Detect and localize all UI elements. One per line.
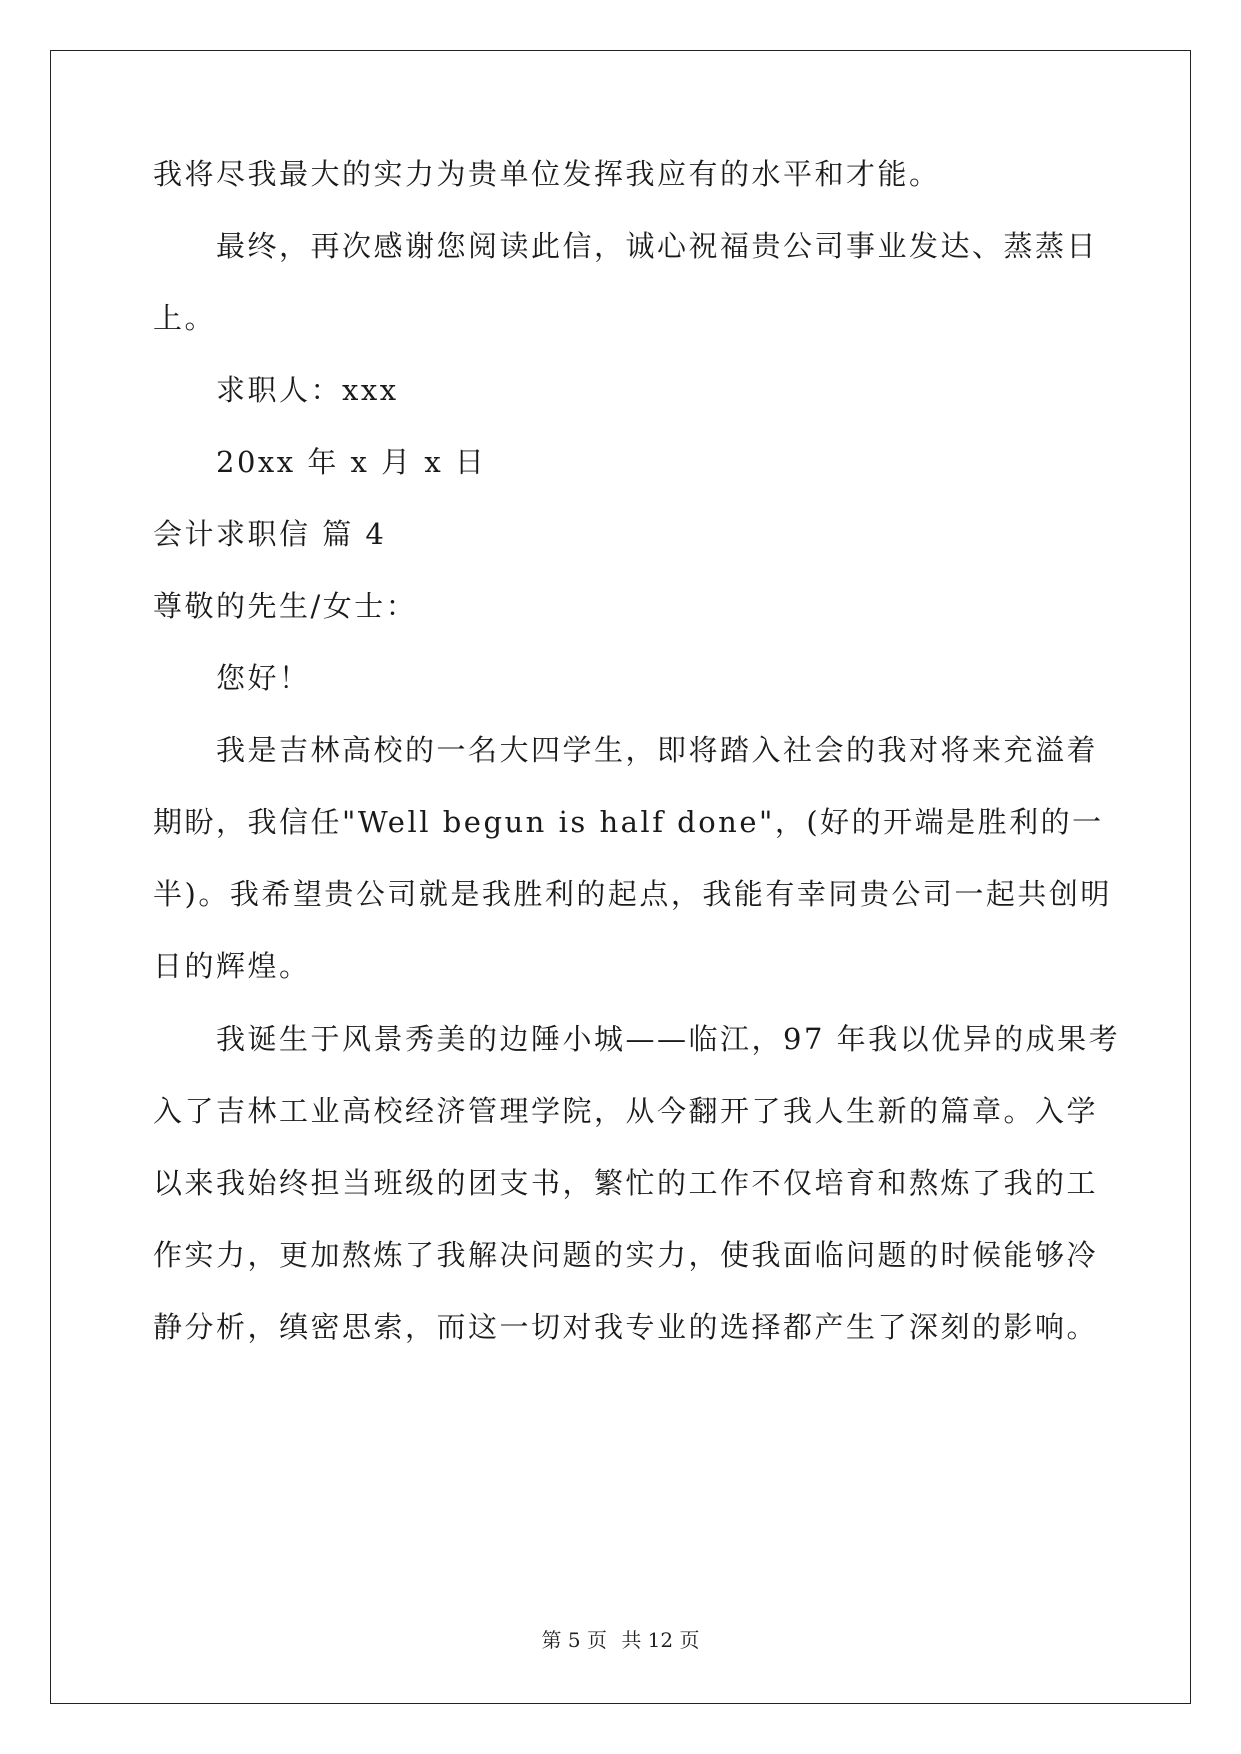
text-line: 上。	[153, 301, 217, 335]
text-line: 半)。我希望贵公司就是我胜利的起点，我能有幸同贵公司一起共创明	[153, 877, 1112, 911]
text-line: 我是吉林高校的一名大四学生，即将踏入社会的我对将来充溢着	[216, 733, 1099, 767]
letter-date: 20xx 年 x 月 x 日	[216, 445, 487, 479]
section-heading: 会计求职信 篇 4	[153, 517, 387, 551]
page-total: 共 12 页	[621, 1628, 700, 1652]
applicant-signature: 求职人：xxx	[216, 373, 399, 407]
greeting: 您好！	[216, 661, 311, 695]
text-line: 以来我始终担当班级的团支书，繁忙的工作不仅培育和熬炼了我的工	[153, 1166, 1099, 1200]
page-number: 第 5 页	[541, 1628, 607, 1652]
text-line: 静分析，缜密思索，而这一切对我专业的选择都产生了深刻的影响。	[153, 1310, 1099, 1344]
salutation: 尊敬的先生/女士：	[153, 589, 418, 623]
page-footer	[0, 1628, 1241, 1652]
text-line: 我将尽我最大的实力为贵单位发挥我应有的水平和才能。	[153, 157, 941, 191]
text-line: 最终，再次感谢您阅读此信，诚心祝福贵公司事业发达、蒸蒸日	[216, 229, 1099, 263]
text-line: 作实力，更加熬炼了我解决问题的实力，使我面临问题的时候能够冷	[153, 1238, 1099, 1272]
text-line: 我诞生于风景秀美的边陲小城——临江，97 年我以优异的成果考	[216, 1022, 1121, 1056]
text-line: 入了吉林工业高校经济管理学院，从今翻开了我人生新的篇章。入学	[153, 1094, 1099, 1128]
text-line: 期盼，我信任"Well begun is half done"，(好的开端是胜利的一	[153, 805, 1104, 839]
text-line: 日的辉煌。	[153, 949, 311, 983]
